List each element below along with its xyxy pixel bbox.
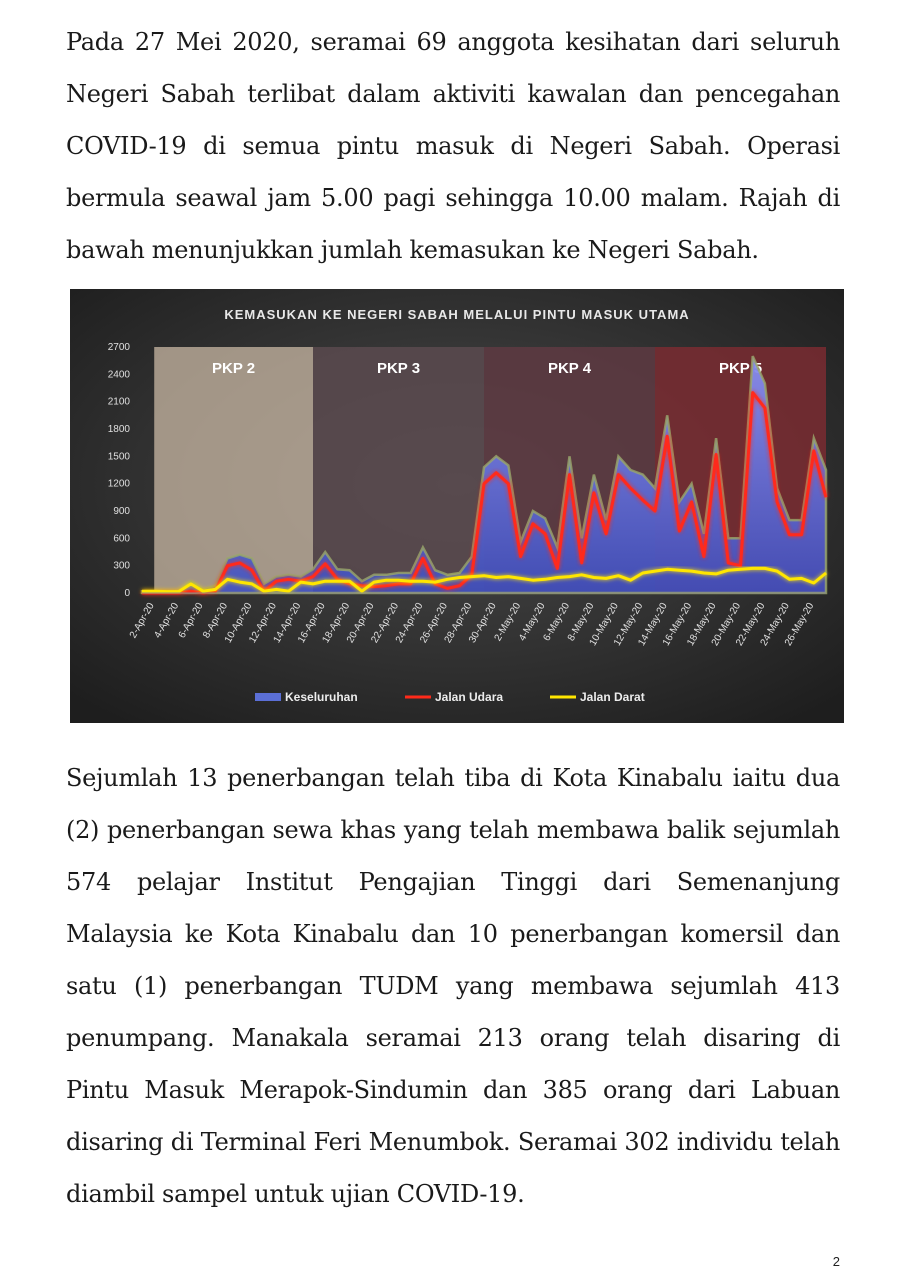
x-tick-label: 20-May-20 — [709, 601, 744, 648]
y-tick-label: 2100 — [107, 396, 130, 408]
phase-label: PKP 2 — [212, 360, 256, 377]
x-tick-label: 2-Apr-20 — [127, 601, 157, 641]
y-tick-label: 0 — [124, 588, 130, 599]
entries-chart — [70, 289, 844, 723]
x-tick-label: 4-Apr-20 — [152, 601, 182, 641]
x-tick-label: 26-Apr-20 — [418, 601, 450, 646]
x-tick-label: 12-Apr-20 — [247, 601, 279, 646]
x-tick-label: 4-May-20 — [517, 601, 548, 644]
legend-label: Jalan Darat — [580, 690, 645, 704]
x-tick-label: 30-Apr-20 — [467, 601, 499, 646]
y-tick-label: 600 — [113, 533, 130, 545]
y-tick-label: 1200 — [107, 478, 130, 490]
y-tick-label: 300 — [113, 560, 130, 572]
x-tick-label: 24-Apr-20 — [393, 601, 426, 646]
y-tick-label: 2700 — [107, 342, 130, 353]
x-tick-label: 16-May-20 — [660, 601, 695, 648]
chart-title: KEMASUKAN KE NEGERI SABAH MELALUI PINTU MASUK UTAMA — [224, 307, 690, 322]
x-tick-label: 14-May-20 — [636, 601, 670, 648]
phase-label: PKP 3 — [376, 360, 421, 377]
x-tick-label: 6-May-20 — [541, 601, 573, 644]
x-tick-label: 22-May-20 — [734, 601, 768, 648]
x-tick-label: 22-Apr-20 — [369, 601, 402, 646]
x-tick-label: 6-Apr-20 — [176, 601, 206, 641]
y-tick-label: 2400 — [107, 369, 130, 381]
chart-legend — [255, 690, 645, 704]
flights-paragraph: Sejumlah 13 penerbangan telah tiba di Kota Kinabalu iaitu dua (2) penerbangan sewa khas yang telah membawa balik sejumlah 574 pelajar Institut Pengajian Tinggi dari Semenanjung Malaysia ke Kota Kinabalu dan 10 penerbangan komersil dan satu (1) penerbangan TUDM yang membawa sejumlah 413 penumpang. Manakala seramai 213 orang telah disaring di Pintu Masuk Merapok-Sindumin dan 385 orang dari Labuan disaring di Terminal Feri Menumbok. Seramai 302 individu telah diambil sampel untuk ujian COVID-19. — [66, 764, 840, 1208]
x-tick-label: 28-Apr-20 — [442, 601, 475, 646]
phase-label: PKP 4 — [547, 360, 592, 377]
x-tick-label: 10-Apr-20 — [222, 601, 255, 646]
x-tick-label: 10-May-20 — [587, 601, 621, 648]
legend-swatch — [255, 693, 281, 701]
intro-paragraph: Pada 27 Mei 2020, seramai 69 anggota kesihatan dari seluruh Negeri Sabah terlibat dalam aktiviti kawalan dan pencegahan COVID-19 di semua pintu masuk di Negeri Sabah. Operasi bermula seawal jam 5.00 pagi sehingga 10.00 malam. Rajah di bawah menunjukkan jumlah kemasukan ke Negeri Sabah. — [66, 28, 840, 264]
x-tick-label: 18-May-20 — [685, 601, 719, 648]
x-tick-label: 12-May-20 — [611, 601, 646, 648]
x-tick-label: 14-Apr-20 — [271, 601, 304, 646]
y-tick-label: 1500 — [107, 451, 130, 463]
x-tick-label: 8-Apr-20 — [201, 601, 231, 641]
y-tick-label: 900 — [113, 506, 130, 517]
phase-label: PKP 5 — [718, 360, 763, 377]
x-tick-label: 2-May-20 — [492, 601, 524, 644]
phase-band-2 — [313, 347, 484, 593]
page-number: 2 — [832, 1254, 840, 1269]
x-tick-label: 20-Apr-20 — [344, 601, 377, 646]
legend-label: Keseluruhan — [285, 690, 358, 704]
y-tick-label: 1800 — [107, 424, 130, 435]
legend-label: Jalan Udara — [435, 690, 504, 704]
x-tick-label: 18-Apr-20 — [320, 601, 353, 646]
x-tick-label: 26-May-20 — [782, 601, 817, 648]
x-tick-label: 24-May-20 — [758, 601, 792, 648]
x-tick-label: 8-May-20 — [565, 601, 597, 644]
x-tick-label: 16-Apr-20 — [296, 601, 328, 646]
